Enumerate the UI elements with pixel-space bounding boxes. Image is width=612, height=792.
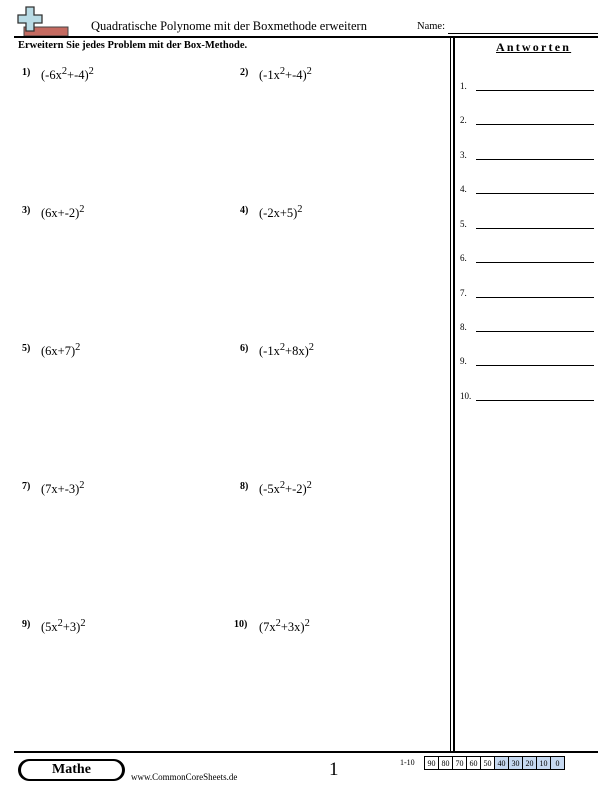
- answer-field[interactable]: [476, 262, 594, 263]
- footer-divider: [14, 751, 598, 753]
- answer-row: [460, 150, 595, 164]
- score-range-label: 1-10: [400, 758, 415, 767]
- answer-row: [460, 219, 595, 233]
- score-cell: 40: [495, 757, 509, 770]
- problem-expression: $(7x+-3)^2$: [41, 480, 85, 497]
- answer-row: [460, 288, 595, 302]
- answer-number: 1.: [460, 81, 467, 91]
- score-cell: 0: [551, 757, 565, 770]
- answer-number: 3.: [460, 150, 467, 160]
- answer-number: 10.: [460, 391, 472, 401]
- score-cell: 90: [425, 757, 439, 770]
- score-table: [424, 756, 565, 770]
- answers-title: Antworten: [496, 40, 572, 54]
- subject-badge: [18, 759, 125, 781]
- answer-field[interactable]: [476, 124, 594, 125]
- website-link[interactable]: www.CommonCoreSheets.de: [131, 772, 238, 782]
- plus-logo-icon: [14, 5, 70, 37]
- name-label: Name:: [417, 21, 445, 32]
- problem-number: 10): [234, 619, 248, 630]
- answer-row: [460, 322, 595, 336]
- score-cell: 50: [481, 757, 495, 770]
- answer-field[interactable]: [476, 400, 594, 401]
- answer-row: [460, 115, 595, 129]
- problem-number: 8): [240, 481, 249, 492]
- problem-number: 5): [22, 343, 31, 354]
- problem-number: 1): [22, 67, 31, 78]
- problem-expression: $(-1x^2+8x)^2$: [259, 342, 314, 359]
- problem-number: 4): [240, 205, 249, 216]
- column-divider: [453, 36, 455, 751]
- subject-label: Mathe: [21, 761, 122, 779]
- problem-expression: $(-6x^2+-4)^2$: [41, 66, 94, 83]
- header-divider: [14, 36, 598, 38]
- worksheet-title: Quadratische Polynome mit der Boxmethode erweitern: [91, 19, 367, 33]
- answer-field[interactable]: [476, 331, 594, 332]
- instructions: Erweitern Sie jedes Problem mit der Box-Methode.: [18, 40, 248, 51]
- score-cell: 20: [523, 757, 537, 770]
- score-cell: 10: [537, 757, 551, 770]
- score-cell: 60: [467, 757, 481, 770]
- problem-number: 7): [22, 481, 31, 492]
- answer-field[interactable]: [476, 297, 594, 298]
- problem-number: 2): [240, 67, 249, 78]
- problem-number: 9): [22, 619, 31, 630]
- answer-number: 9.: [460, 356, 467, 366]
- answer-number: 8.: [460, 322, 467, 332]
- answer-number: 2.: [460, 115, 467, 125]
- answer-number: 4.: [460, 184, 467, 194]
- score-cell: 80: [439, 757, 453, 770]
- problem-expression: $(-2x+5)^2$: [259, 204, 303, 221]
- answer-row: [460, 356, 595, 370]
- problem-number: 3): [22, 205, 31, 216]
- answer-row: [460, 253, 595, 267]
- answer-number: 7.: [460, 288, 467, 298]
- problem-expression: $(6x+-2)^2$: [41, 204, 85, 221]
- answer-field[interactable]: [476, 228, 594, 229]
- problem-expression: $(6x+7)^2$: [41, 342, 81, 359]
- name-field[interactable]: [448, 33, 598, 34]
- problem-expression: $(-5x^2+-2)^2$: [259, 480, 312, 497]
- answer-row: [460, 184, 595, 198]
- answer-field[interactable]: [476, 365, 594, 366]
- problem-expression: $(-1x^2+-4)^2$: [259, 66, 312, 83]
- answer-field[interactable]: [476, 193, 594, 194]
- answer-field[interactable]: [476, 159, 594, 160]
- problem-expression: $(7x^2+3x)^2$: [259, 618, 310, 635]
- column-divider: [450, 36, 451, 751]
- score-cell: 70: [453, 757, 467, 770]
- score-cell: 30: [509, 757, 523, 770]
- answer-number: 5.: [460, 219, 467, 229]
- answer-row: [460, 81, 595, 95]
- problem-expression: $(5x^2+3)^2$: [41, 618, 86, 635]
- page-number: 1: [329, 759, 339, 780]
- answer-row: [460, 391, 595, 405]
- answer-field[interactable]: [476, 90, 594, 91]
- problem-number: 6): [240, 343, 249, 354]
- answer-number: 6.: [460, 253, 467, 263]
